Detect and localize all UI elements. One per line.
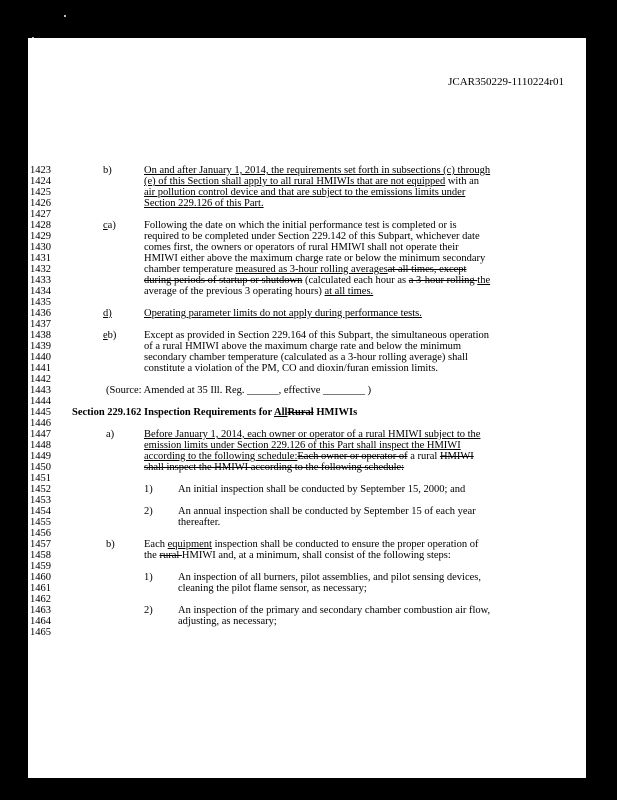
line-number: 1464	[30, 616, 51, 627]
line-text	[144, 275, 490, 286]
line-text	[144, 242, 459, 253]
text-run: Except as provided in Section 229.164 of this Subpart, the simultaneous operation	[144, 330, 489, 341]
text-run: (Source: Amended at 35 Ill. Reg. ______, effective ________ )	[106, 385, 372, 396]
speck	[32, 37, 34, 39]
line-text	[72, 407, 357, 418]
text-run: (calculated each hour as	[302, 275, 409, 286]
text-run: Section 229.162 Inspection Requirements for	[72, 407, 275, 418]
subsection-label: 1)	[144, 484, 153, 495]
line-number: 1461	[30, 583, 51, 594]
line-number: 1438	[30, 330, 51, 341]
text-run: the	[144, 550, 160, 561]
inserted-text: equipment	[167, 539, 212, 550]
line-text	[144, 440, 461, 451]
line-text	[144, 220, 457, 231]
text-run: inspection shall be conducted to ensure the proper operation of	[211, 539, 479, 550]
line-text	[106, 385, 371, 396]
line-number: 1435	[30, 297, 51, 308]
subsection-label: b)	[103, 165, 112, 176]
deleted-text: shall inspect the HMIWI according to the following schedule:	[144, 462, 405, 473]
inserted-text: at all times.	[324, 286, 374, 297]
subsection-label: 2)	[144, 506, 153, 517]
line-text	[144, 187, 465, 198]
line-text	[144, 165, 490, 176]
line-text	[144, 231, 480, 242]
line-number: 1459	[30, 561, 51, 572]
text-run: HMIWI and, at a minimum, shall consist of the following steps:	[181, 550, 451, 561]
text-run: An inspection of all burners, pilot assemblies, and pilot sensing devices,	[178, 572, 481, 583]
text-run: An annual inspection shall be conducted by September 15 of each year	[178, 506, 476, 517]
document-page	[28, 38, 586, 778]
speck	[64, 15, 66, 17]
line-number: 1456	[30, 528, 51, 539]
line-number: 1444	[30, 396, 51, 407]
line-text	[178, 616, 277, 627]
deleted-text: Each owner or operator of	[297, 451, 408, 462]
line-text	[144, 264, 466, 275]
deleted-text: rural	[159, 550, 182, 561]
line-number: 1458	[30, 550, 51, 561]
line-number: 1457	[30, 539, 51, 550]
subsection-label: d)	[103, 308, 112, 319]
line-number: 1462	[30, 594, 51, 605]
line-text	[144, 341, 461, 352]
text-run: secondary chamber temperature (calculated as a 3-hour rolling average) shall	[144, 352, 468, 363]
deleted-text: during periods of startup or shutdown	[144, 275, 303, 286]
subsection-label: ca)	[103, 220, 116, 231]
line-number: 1426	[30, 198, 51, 209]
line-number: 1443	[30, 385, 51, 396]
text-run: chamber temperature	[144, 264, 236, 275]
inserted-text: Before January 1, 2014, each owner or operator of a rural HMIWI subject to the	[144, 429, 481, 440]
line-number: 1433	[30, 275, 51, 286]
line-number: 1432	[30, 264, 51, 275]
line-number: 1446	[30, 418, 51, 429]
line-text	[178, 484, 465, 495]
subsection-label: a)	[106, 429, 115, 440]
line-text	[144, 286, 373, 297]
line-number: 1430	[30, 242, 51, 253]
line-number: 1451	[30, 473, 51, 484]
document-id: JCAR350229-1110224r01	[448, 76, 564, 88]
text-run: of a rural HMIWI above the maximum charge rate and below the minimum	[144, 341, 462, 352]
line-text	[144, 253, 485, 264]
text-run: Following the date on which the initial performance test is completed or is	[144, 220, 457, 231]
line-number: 1436	[30, 308, 51, 319]
line-number: 1441	[30, 363, 51, 374]
text-run: HMIWIs	[313, 407, 358, 418]
line-number: 1424	[30, 176, 51, 187]
line-number: 1453	[30, 495, 51, 506]
text-run: with an	[445, 176, 480, 187]
line-text	[178, 517, 220, 528]
subsection-label: 2)	[144, 605, 153, 616]
deleted-text: at all times, except	[387, 264, 467, 275]
line-text	[144, 330, 489, 341]
line-number: 1465	[30, 627, 51, 638]
line-number: 1448	[30, 440, 51, 451]
text-run: comes first, the owners or operators of rural HMIWI shall not operate their	[144, 242, 459, 253]
line-number: 1454	[30, 506, 51, 517]
subsection-label: 1)	[144, 572, 153, 583]
text-run: a rural	[407, 451, 440, 462]
line-number: 1460	[30, 572, 51, 583]
line-number: 1452	[30, 484, 51, 495]
deleted-text: a 3-hour rolling	[408, 275, 478, 286]
text-run: HMIWI either above the maximum charge rate or below the minimum secondary	[144, 253, 486, 264]
line-number: 1449	[30, 451, 51, 462]
line-text	[144, 176, 479, 187]
text-run: cleaning the pilot flame sensor, as necessary;	[178, 583, 367, 594]
deleted-text: HMIWI	[439, 451, 474, 462]
line-text	[144, 308, 422, 319]
line-text	[178, 506, 476, 517]
line-number: 1437	[30, 319, 51, 330]
line-text	[144, 429, 480, 440]
text-run: adjusting, as necessary;	[178, 616, 277, 627]
line-text	[144, 451, 474, 462]
text-run: average of the previous 3 operating hours)	[144, 286, 325, 297]
inserted-text: air pollution control device and that are subject to the emissions limits under	[144, 187, 466, 198]
line-number: 1423	[30, 165, 51, 176]
inserted-text: On and after January 1, 2014, the requirements set forth in subsections (c) through	[144, 165, 491, 176]
line-text	[144, 550, 451, 561]
deleted-text: Rural	[287, 407, 314, 418]
text-run: thereafter.	[178, 517, 221, 528]
text-run: An initial inspection shall be conducted by September 15, 2000; and	[178, 484, 466, 495]
text-run: Each	[144, 539, 168, 550]
inserted-text: measured as 3-hour rolling averages	[235, 264, 388, 275]
inserted-text: the	[477, 275, 491, 286]
line-number: 1434	[30, 286, 51, 297]
line-number: 1439	[30, 341, 51, 352]
text-run: constitute a violation of the PM, CO and dioxin/furan emission limits.	[144, 363, 438, 374]
inserted-text: Operating parameter limits do not apply during performance tests.	[144, 308, 422, 319]
inserted-text: according to the following schedule:	[144, 451, 298, 462]
text-run: An inspection of the primary and secondary chamber combustion air flow,	[178, 605, 491, 616]
inserted-text: All	[274, 407, 288, 418]
line-number: 1429	[30, 231, 51, 242]
text-run: required to be completed under Section 229.142 of this Subpart, whichever date	[144, 231, 480, 242]
line-text	[178, 605, 490, 616]
line-number: 1428	[30, 220, 51, 231]
line-number: 1442	[30, 374, 51, 385]
inserted-text: emission limits under Section 229.126 of this Part shall inspect the HMIWI	[144, 440, 461, 451]
line-text	[178, 583, 367, 594]
line-number: 1427	[30, 209, 51, 220]
subsection-label: b)	[106, 539, 115, 550]
line-text	[144, 539, 478, 550]
line-number: 1455	[30, 517, 51, 528]
line-number: 1431	[30, 253, 51, 264]
subsection-label: eb)	[103, 330, 117, 341]
line-number: 1440	[30, 352, 51, 363]
line-text	[178, 572, 481, 583]
line-number: 1463	[30, 605, 51, 616]
inserted-text: (e) of this Section shall apply to all rural HMIWIs that are not equipped	[144, 176, 446, 187]
line-text	[144, 363, 438, 374]
line-text	[144, 352, 468, 363]
line-number: 1450	[30, 462, 51, 473]
line-text	[144, 462, 404, 473]
line-text	[144, 198, 264, 209]
line-number: 1425	[30, 187, 51, 198]
inserted-text: Section 229.126 of this Part.	[144, 198, 264, 209]
line-number: 1447	[30, 429, 51, 440]
line-number: 1445	[30, 407, 51, 418]
